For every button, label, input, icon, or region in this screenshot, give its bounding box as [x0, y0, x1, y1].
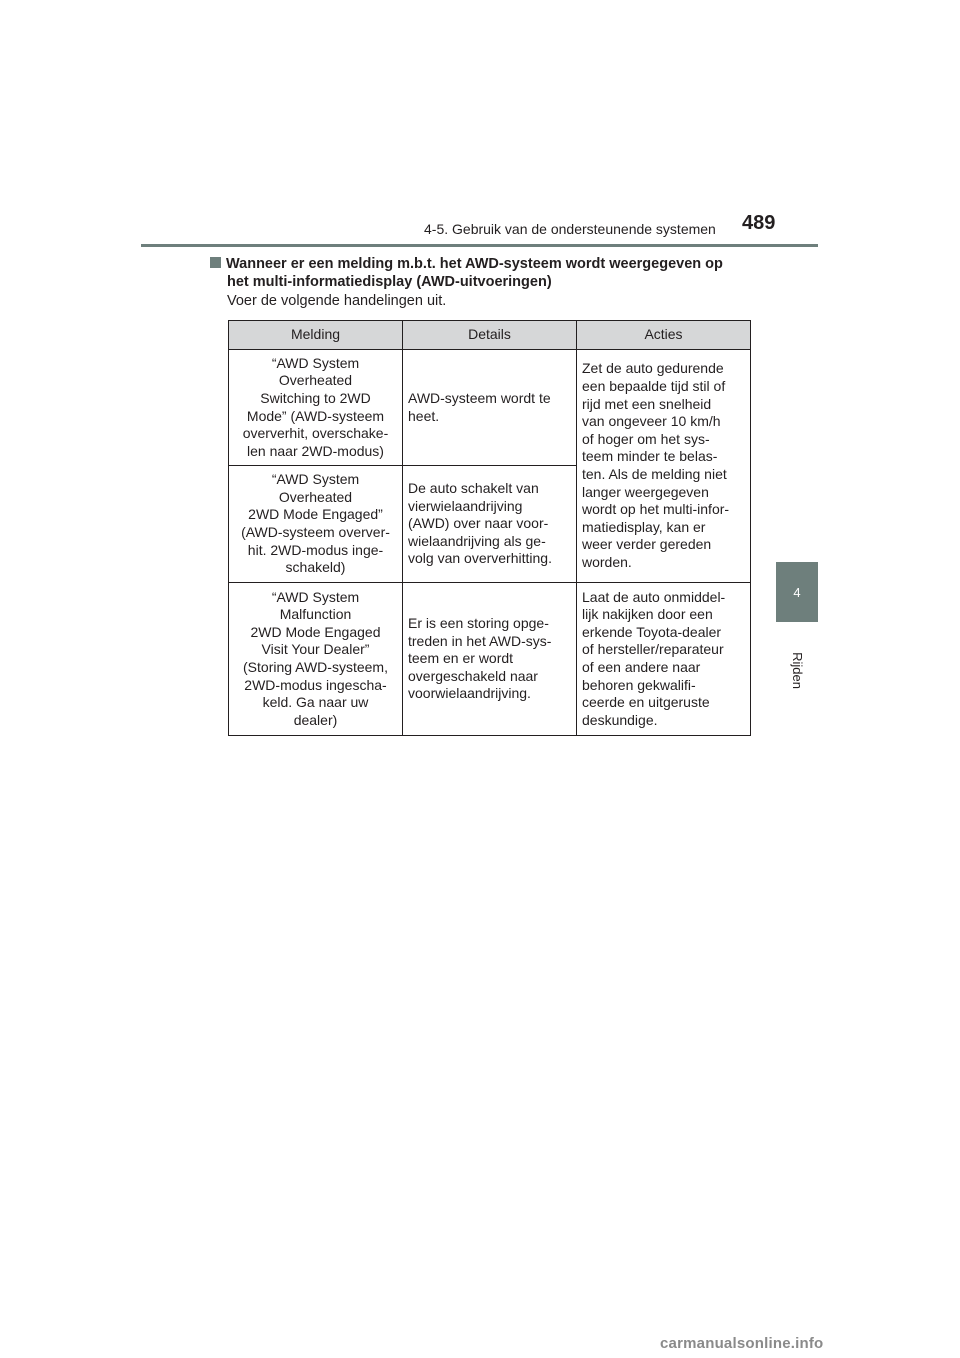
acties-text: Laat de auto onmiddel- lijk nakijken door een erkende Toyota-dealer of hersteller/reparateur of een andere naar behoren gekwalifi- ceerde en uitgeruste deskundige.	[582, 588, 726, 728]
heading-line-1: Wanneer er een melding m.b.t. het AWD-systeem wordt weergegeven op	[226, 256, 723, 272]
column-header-melding: Melding	[229, 321, 403, 350]
watermark-logo: carmanualsonline.info	[660, 1335, 824, 1352]
details-text: AWD-systeem wordt te heet.	[408, 389, 551, 424]
page-number: 489	[742, 212, 776, 234]
table-row	[229, 350, 751, 466]
melding-cell	[229, 350, 403, 466]
melding-cell	[229, 583, 403, 736]
column-header-acties: Acties	[577, 321, 751, 350]
acties-text: Zet de auto gedurende een bepaalde tijd stil of rijd met een snelheid van ongeveer 10 km/h of hoger om het sys- teem minder te belas- ten. Als de melding niet langer weergegeven wordt op het multi-infor- matiedisplay, kan er weer verder gereden worden.	[582, 360, 730, 570]
table-row	[229, 583, 751, 736]
details-text: Er is een storing opge- treden in het AWD-sys- teem en er wordt overgeschakeld naar voorwielaandrijving.	[408, 615, 552, 702]
column-header-details: Details	[403, 321, 577, 350]
melding-text: “AWD System Overheated 2WD Mode Engaged” (AWD-systeem overver- hit. 2WD-modus inge- schakeld)	[241, 471, 390, 576]
intro-text: Voer de volgende handelingen uit.	[227, 293, 447, 309]
running-header-section: 4-5. Gebruik van de ondersteunende systemen	[424, 221, 716, 237]
acties-cell-shared	[577, 350, 751, 583]
square-bullet-icon	[210, 257, 221, 268]
melding-cell	[229, 466, 403, 583]
table-header-row	[229, 321, 751, 350]
chapter-label-text: Rijden	[789, 651, 805, 689]
chapter-tab	[776, 562, 818, 622]
details-text: De auto schakelt van vierwielaandrijving (AWD) over naar voor- wielaandrijving als ge- volg van oververhitting.	[408, 480, 552, 567]
section-heading	[210, 255, 770, 291]
details-cell	[403, 583, 577, 736]
details-cell	[403, 350, 577, 466]
chapter-label	[774, 650, 820, 690]
chapter-number: 4	[793, 584, 801, 600]
acties-cell	[577, 583, 751, 736]
header-divider	[141, 244, 818, 247]
awd-message-table	[228, 320, 751, 736]
melding-text: “AWD System Malfunction 2WD Mode Engaged Visit Your Dealer” (Storing AWD-systeem, 2WD-modus ingescha- keld. Ga naar uw dealer)	[243, 588, 388, 728]
heading-line-2: het multi-informatiedisplay (AWD-uitvoeringen)	[227, 274, 552, 290]
details-cell	[403, 466, 577, 583]
melding-text: “AWD System Overheated Switching to 2WD Mode” (AWD-systeem oververhit, overschake- len naar 2WD-modus)	[242, 354, 389, 459]
